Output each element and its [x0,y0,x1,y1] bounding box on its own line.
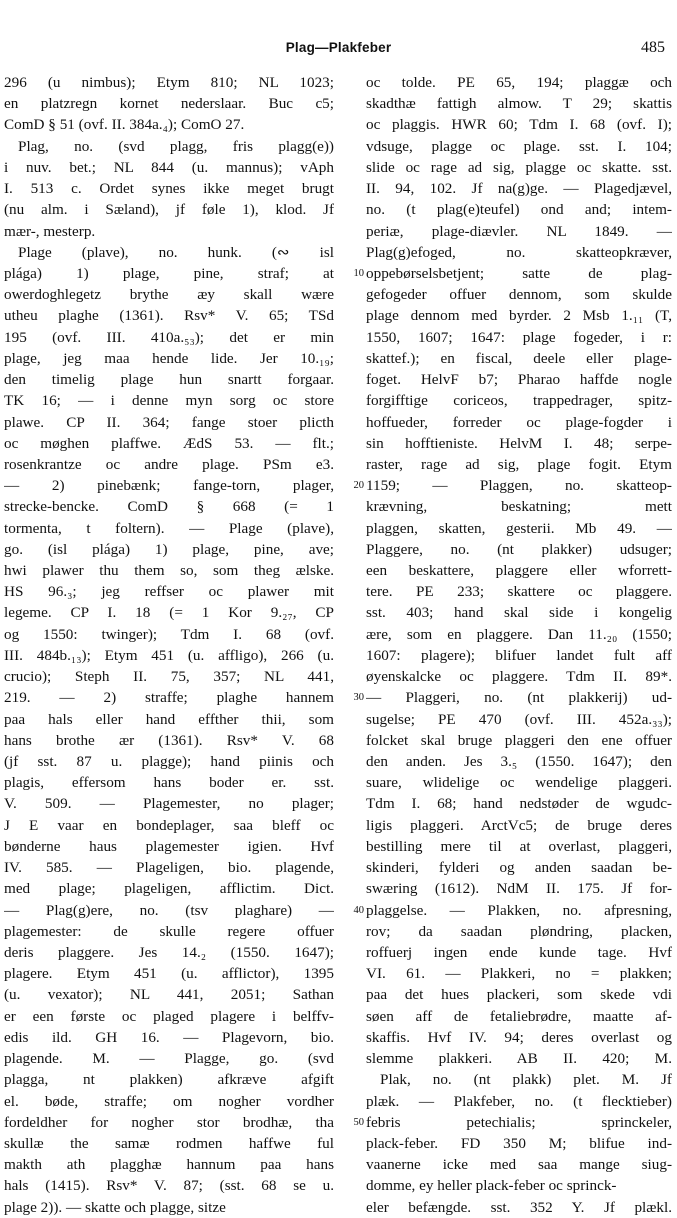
running-head: Plag—Plakfeber [285,40,392,55]
text-line: skullæ the samæ rodmen haffwe ful [4,1134,334,1152]
text-line: TK 16; — i denne myn sorg oc store [4,392,334,410]
text-line: foget. HelvF b7; Pharao haffde nogle [366,371,672,389]
text-line: plage, jeg maa hende lide. Jer 10.₁₉; [4,349,334,367]
text-line: vdsuge, plagge oc plage. sst. I. 104; [366,137,672,155]
text-line: skadthæ fattigh almow. T 29; skattis [366,95,672,113]
text-line: 219. — 2) straffe; plaghe hannem [4,689,334,707]
text-line: sst. 403; hand skal side i kongelig [366,604,672,622]
text-line: roffuerj ingen ende kunde tage. Hvf [366,943,672,961]
text-line: hwi plawer thu them so, som theg ælske. [4,562,334,580]
text-line: oc plaggis. HWR 60; Tdm I. 68 (ovf. I); [366,116,672,134]
text-line: tormenta, t foltern). — Plage (plave), [4,519,334,537]
page-number: 485 [641,39,665,56]
text-line: (jf sst. 87 u. plagge); hand piinis och [4,753,334,770]
text-line: — 2) pinebænk; fange-torn, plager, [4,477,334,495]
text-line: vaanerne icke med saa mange siug- [366,1156,672,1174]
text-line: Plage (plave), no. hunk. (∾ isl [18,243,334,261]
text-line: hoffueder, forreder oc plage-fogder i [366,413,672,431]
text-line: legeme. CP I. 18 (= 1 Kor 9.₂₇, CP [4,604,334,622]
text-line: slemme plakkeri. AB II. 420; M. [366,1050,672,1068]
text-line: plagis, effersom hans boder er. sst. [4,774,334,792]
line-number: 10 [353,267,364,279]
text-line: Tdm I. 68; hand nedstøder de wgudc- [366,795,672,813]
text-line: periæ, plage-diævler. NL 1849. — [366,222,672,240]
page-header [0,40,677,62]
text-line: IV. 585. — Plageligen, bio. plagende, [4,859,334,877]
text-line: hans brothe ær (1361). Rsv* V. 68 [4,731,334,749]
right-column [366,72,672,1218]
text-line: gefogeder offuer dennom, som skulde [366,286,672,304]
text-line: raster, rage ad sig, plage fogit. Etym [366,455,672,473]
text-line: VI. 61. — Plakkeri, no = plakken; [366,965,672,983]
text-line: hals (1415). Rsv* V. 87; (sst. 68 se u. [4,1177,334,1195]
text-line: V. 509. — Plagemester, no plager; [4,795,334,813]
text-line: plack-feber. FD 350 M; blifue ind- [366,1134,672,1152]
text-line: HS 96.₃; jeg reffser oc plawer mit [4,583,334,601]
text-line: plagere. Etym 451 (u. afflictor), 1395 [4,965,334,983]
text-line: plagga, nt plakken) afkræve afgift [4,1071,334,1089]
text-line: — Plag(g)ere, no. (tsv plaghare) — [4,901,334,919]
text-line: den anden. Jes 3.₅ (1550. 1647); den [366,753,672,770]
line-number: 20 [353,480,364,492]
text-line: mær-, mesterp. [4,222,96,240]
text-line: el. bøde, straffe; om nogher vordher [4,1092,334,1110]
text-line: 1159; — Plaggen, no. skatteop- [366,477,672,495]
text-line: ComD § 51 (ovf. II. 384a.₄); ComO 27. [4,116,245,134]
text-line: plage dennom med byrder. 2 Msb 1.₁₁ (T, [366,307,672,325]
text-line: makth ath plagghæ hannum paa hans [4,1156,334,1174]
text-line: 195 (ovf. III. 410a.₅₃); det er min [4,328,334,346]
text-line: i nuv. bet.; NL 844 (u. mannus); vAph [4,158,334,176]
text-line: skinderi, fylderi og anden saadan be- [366,859,672,877]
text-line: strecke-bencke. ComD § 668 (= 1 [4,498,334,516]
text-line: plaggen, skatten, gesterii. Mb 49. — [366,519,672,537]
text-line: med plage; plageligen, afflictim. Dict. [4,880,334,898]
text-line: skattef.); en fiscal, deele eller plage- [366,349,672,367]
text-line: er een første oc plaged plagere i belffv- [4,1007,334,1025]
text-line: oc møghen plaffwe. ÆdS 53. — flt.; [4,434,334,452]
line-number: 40 [353,904,364,916]
text-line: (u. vexator); NL 441, 2051; Sathan [4,986,334,1004]
text-line: plawe. CP II. 364; fange stoer plicth [4,413,334,431]
line-number-gutter [336,72,364,1132]
text-line: plæk. — Plakfeber, no. (t flecktieber) [366,1092,672,1110]
text-line: sin hofftieniste. HelvM I. 48; serpe- [366,434,672,452]
text-line: 1607: plagere); blifuer landet fult aff [366,646,672,664]
text-line: øyenskalcke oc plaggere. Tdm II. 89*. [366,668,672,686]
text-line: paa hals eller hand effther thii, som [4,710,334,728]
text-line: II. 94, 102. Jf na(g)ge. — Plagedjævel, [366,180,672,198]
text-line: Plag(g)efoged, no. skatteopkræver, [366,243,672,261]
text-line: rosenkrantze oc andre plage. PSm e3. [4,455,334,473]
text-line: bestilling mere til at overlast, plaggeri, [366,837,672,855]
text-line: oc tolde. PE 65, 194; plaggæ och [366,74,672,91]
text-line: owerdoghlegetz brythe æy skall wære [4,286,334,304]
text-line: sugelse; PE 470 (ovf. III. 452a.₃₃); [366,710,672,728]
text-line: I. 513 c. Ordet synes ikke meget brugt [4,180,334,198]
text-line: een beskattere, plaggere eller wforrett- [366,562,672,580]
text-line: eler befængde. sst. 352 Y. Jf plækl. [366,1198,672,1216]
text-line: no. (t plag(e)teufel) ond and; intem- [366,201,672,219]
text-line: febris petechialis; sprinckeler, [366,1113,672,1131]
text-line: og 1550: twinger); Tdm I. 68 (ovf. [4,625,334,643]
text-line: rov; da saadan pløndring, placken, [366,922,672,940]
text-line: bønderne haus plagemester igien. Hvf [4,837,334,855]
text-line: den timelig plage hun snartt forgaar. [4,371,334,389]
text-line: oppebørselsbetjent; satte de plag- [366,264,672,282]
text-line: suare, wlidelige oc wendelige plaggeri. [366,774,672,792]
text-line: edis ild. GH 16. — Plagevorn, bio. [4,1028,334,1046]
text-line: 296 (u nimbus); Etym 810; NL 1023; [4,74,334,91]
text-line: Plag, no. (svd plagg, fris plagg(e)) [18,137,334,155]
text-line: — Plaggeri, no. (nt plakkerij) ud- [366,689,672,707]
text-line: forgifftige coriceos, trappedrager, spitz- [366,392,672,410]
text-line: go. (isl plága) 1) plage, pine, ave; [4,540,334,558]
text-line: slide oc rage ad sig, plagge oc skatte. sst. [366,158,672,176]
text-line: krævning, beskatning; mett [366,498,672,516]
left-column [4,72,334,1218]
text-line: plage 2)). — skatte och plagge, sitze [4,1198,226,1216]
line-number: 50 [353,1116,364,1128]
text-line: søen aff de fetaliebrødre, maatte af- [366,1007,672,1025]
text-line: plagemester: de skulle regere offuer [4,922,334,940]
text-line: tere. PE 233; skattere oc plaggere. [366,583,672,601]
text-line: Plak, no. (nt plakk) plet. M. Jf [380,1071,672,1089]
text-line: folcket skal bruge plaggeri den ene offuer [366,731,672,749]
line-number: 30 [353,692,364,704]
text-line: en platzregn kornet nederslaar. Buc c5; [4,95,334,113]
text-line: Plaggere, no. (nt plakker) udsuger; [366,540,672,558]
text-line: ligis plaggeri. ArctVc5; de bruge deres [366,816,672,834]
text-line: plaggelse. — Plakken, no. afpresning, [366,901,672,919]
text-line: domme, ey heller plack-feber oc sprinck- [366,1177,617,1195]
text-line: plagende. M. — Plagge, go. (svd [4,1050,334,1068]
text-line: swæring (1612). NdM II. 175. Jf for- [366,880,672,898]
text-line: J E vaar en bondeplager, saa bleff oc [4,816,334,834]
text-line: deris plaggere. Jes 14.₂ (1550. 1647); [4,943,334,961]
text-line: 1550, 1607; 1647: plage fogeder, i r: [366,328,672,346]
text-line: ære, som en plaggere. Dan 11.₂₀ (1550; [366,625,672,643]
text-line: fordeldher for nogher stor brodhæ, tha [4,1113,334,1131]
text-line: paa det hues plackeri, som skede vdi [366,986,672,1004]
text-line: utheu plaghe (1361). Rsv* V. 65; TSd [4,307,334,325]
text-line: crucio); Steph II. 75, 357; NL 441, [4,668,334,686]
text-line: skaffis. Hvf IV. 94; deres overlast og [366,1028,672,1046]
text-line: plága) 1) plage, pine, straf; at [4,264,334,282]
text-line: III. 484b.₁₃); Etym 451 (u. affligo), 266 (u. [4,646,334,664]
text-line: (nu alm. i Sæland), jf føle 1), klod. Jf [4,201,334,219]
